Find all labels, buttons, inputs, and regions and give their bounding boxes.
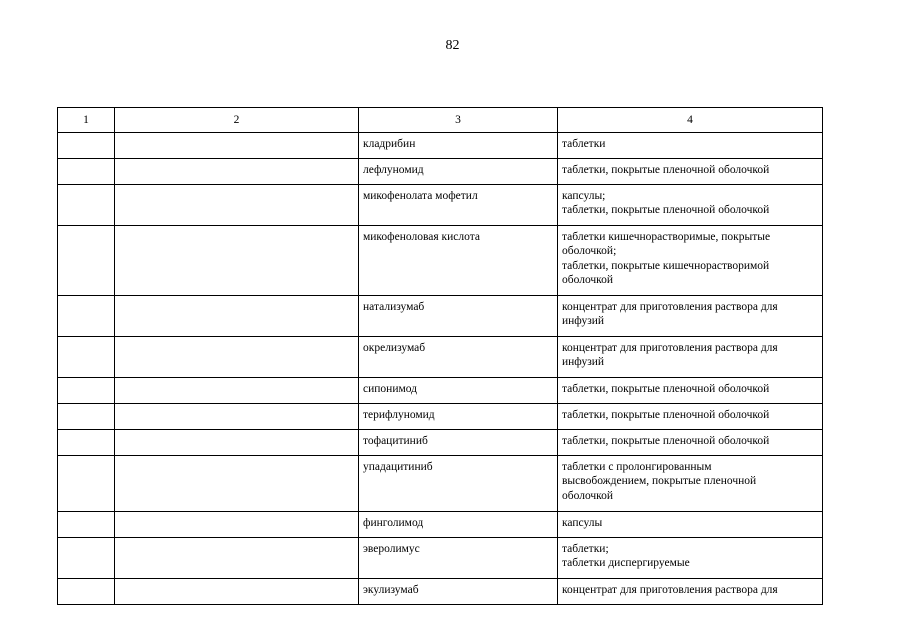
drug-name-cell: кладрибин [359,132,558,158]
dosage-form-cell: таблетки кишечнорастворимые, покрытые оболочкой; таблетки, покрытые кишечнорастворимой оболочкой [558,225,823,295]
cell-col-1 [58,429,115,455]
table-row [58,578,823,604]
table-row [58,455,823,511]
drug-table [57,107,823,605]
dosage-form-cell: таблетки, покрытые пленочной оболочкой [558,429,823,455]
cell-col-1 [58,537,115,578]
header-col-2: 2 [115,108,359,133]
cell-col-1 [58,511,115,537]
cell-col-2 [115,377,359,403]
cell-col-1 [58,455,115,511]
dosage-form-cell: концентрат для приготовления раствора для [558,578,823,604]
cell-col-1 [58,225,115,295]
cell-col-2 [115,403,359,429]
header-row [58,108,823,133]
cell-col-2 [115,455,359,511]
drug-name-cell: лефлуномид [359,158,558,184]
drug-name-cell: сипонимод [359,377,558,403]
drug-name-cell: эверолимус [359,537,558,578]
dosage-form-cell: таблетки, покрытые пленочной оболочкой [558,377,823,403]
dosage-form-cell: таблетки, покрытые пленочной оболочкой [558,158,823,184]
cell-col-1 [58,377,115,403]
cell-col-2 [115,225,359,295]
cell-col-2 [115,295,359,336]
table-row [58,158,823,184]
cell-col-2 [115,158,359,184]
cell-col-2 [115,132,359,158]
header-col-1: 1 [58,108,115,133]
table-row [58,295,823,336]
table-row [58,403,823,429]
header-col-3: 3 [359,108,558,133]
dosage-form-cell: таблетки с пролонгированным высвобождением, покрытые пленочной оболочкой [558,455,823,511]
drug-name-cell: окрелизумаб [359,336,558,377]
cell-col-2 [115,184,359,225]
dosage-form-cell: капсулы [558,511,823,537]
cell-col-2 [115,578,359,604]
drug-name-cell: финголимод [359,511,558,537]
cell-col-2 [115,429,359,455]
dosage-form-cell: концентрат для приготовления раствора для инфузий [558,336,823,377]
cell-col-1 [58,132,115,158]
table-row [58,132,823,158]
table-row [58,429,823,455]
page-number: 82 [445,38,460,53]
table-row [58,336,823,377]
drug-name-cell: тофацитиниб [359,429,558,455]
cell-col-1 [58,158,115,184]
cell-col-2 [115,336,359,377]
cell-col-1 [58,295,115,336]
header-col-4: 4 [558,108,823,133]
table-row [58,511,823,537]
drug-name-cell: натализумаб [359,295,558,336]
drug-name-cell: микофеноловая кислота [359,225,558,295]
drug-name-cell: терифлуномид [359,403,558,429]
table-row [58,537,823,578]
cell-col-1 [58,184,115,225]
cell-col-1 [58,578,115,604]
drug-name-cell: микофенолата мофетил [359,184,558,225]
drug-name-cell: экулизумаб [359,578,558,604]
cell-col-1 [58,336,115,377]
table-row [58,377,823,403]
cell-col-2 [115,511,359,537]
table-body [58,132,823,604]
drug-name-cell: упадацитиниб [359,455,558,511]
table-row [58,225,823,295]
cell-col-2 [115,537,359,578]
dosage-form-cell: таблетки [558,132,823,158]
table-row [58,184,823,225]
cell-col-1 [58,403,115,429]
dosage-form-cell: концентрат для приготовления раствора для инфузий [558,295,823,336]
dosage-form-cell: таблетки; таблетки диспергируемые [558,537,823,578]
dosage-form-cell: капсулы; таблетки, покрытые пленочной оболочкой [558,184,823,225]
dosage-form-cell: таблетки, покрытые пленочной оболочкой [558,403,823,429]
